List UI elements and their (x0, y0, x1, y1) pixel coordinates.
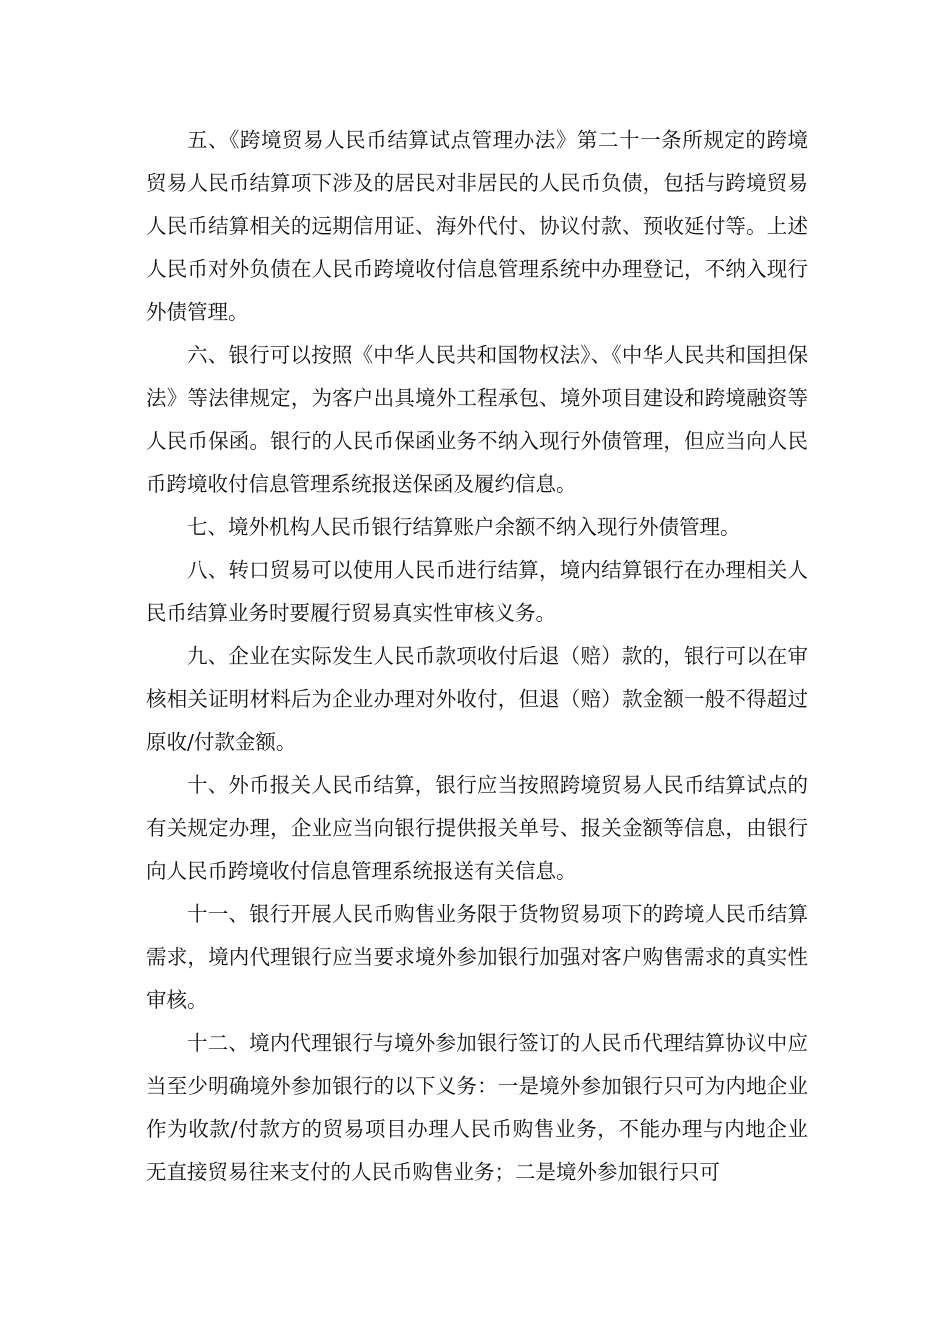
paragraph-9: 九、企业在实际发生人民币款项收付后退（赔）款的，银行可以在审核相关证明材料后为企业办理对外收付，但退（赔）款金额一般不得超过原收/付款金额。 (146, 644, 808, 754)
document-body (146, 119, 808, 1194)
paragraph-12: 十二、境内代理银行与境外参加银行签订的人民币代理结算协议中应当至少明确境外参加银行的以下义务：一是境外参加银行只可为内地企业作为收款/付款方的贸易项目办理人民币购售业务，不能办理与内地企业无直接贸易往来支付的人民币购售业务；二是境外参加银行只可 (146, 1031, 808, 1184)
paragraph-6: 六、银行可以按照《中华人民共和国物权法》、《中华人民共和国担保法》等法律规定，为客户出具境外工程承包、境外项目建设和跨境融资等人民币保函。银行的人民币保函业务不纳入现行外债管理，但应当向人民币跨境收付信息管理系统报送保函及履约信息。 (146, 343, 808, 496)
paragraph-8: 八、转口贸易可以使用人民币进行结算，境内结算银行在办理相关人民币结算业务时要履行贸易真实性审核义务。 (146, 558, 808, 625)
paragraph-7: 七、境外机构人民币银行结算账户余额不纳入现行外债管理。 (187, 515, 741, 539)
paragraph-11: 十一、银行开展人民币购售业务限于货物贸易项下的跨境人民币结算需求，境内代理银行应当要求境外参加银行加强对客户购售需求的真实性审核。 (146, 902, 808, 1012)
paragraph-5: 五、《跨境贸易人民币结算试点管理办法》第二十一条所规定的跨境贸易人民币结算项下涉及的居民对非居民的人民币负债，包括与跨境贸易人民币结算相关的远期信用证、海外代付、协议付款、预收延付等。上述人民币对外负债在人民币跨境收付信息管理系统中办理登记，不纳入现行外债管理。 (146, 128, 808, 324)
paragraph-10: 十、外币报关人民币结算，银行应当按照跨境贸易人民币结算试点的有关规定办理，企业应当向银行提供报关单号、报关金额等信息，由银行向人民币跨境收付信息管理系统报送有关信息。 (146, 773, 808, 883)
